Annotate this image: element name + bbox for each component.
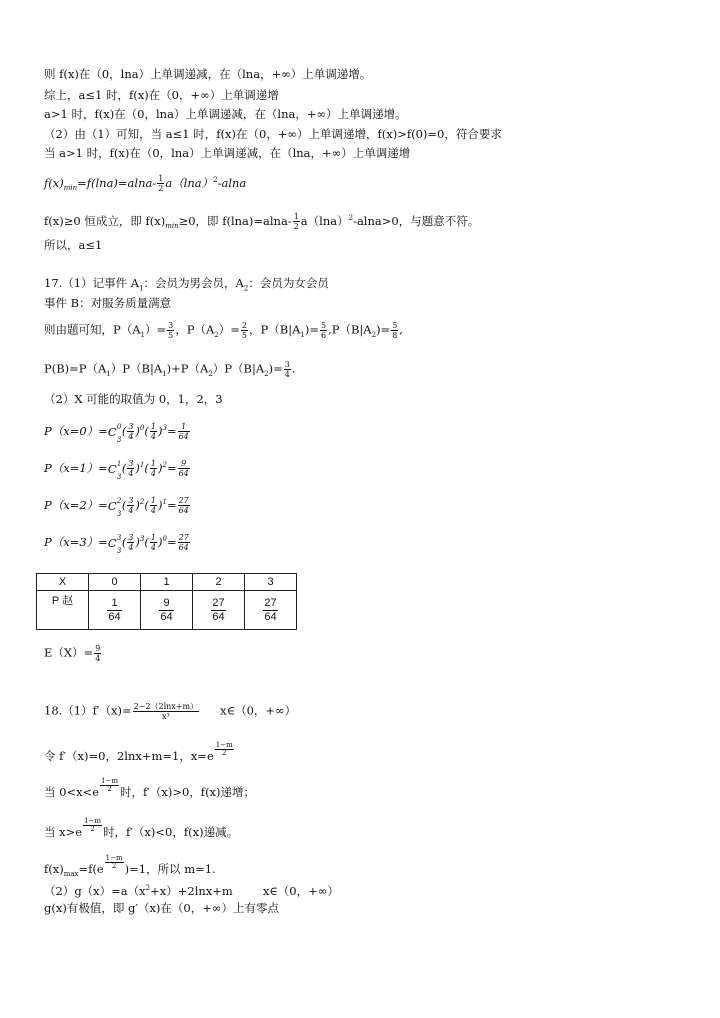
table-row-label: P 赵 [37,591,89,630]
fraction: $\frac{1}{2}$ [293,212,299,232]
fraction: $\frac{5}{8}$ [392,321,398,340]
table-row [37,574,297,591]
binomial: C 0 3 [107,422,122,444]
binomial: C 2 3 [107,496,122,518]
total-probability-line: $P(B)=P(A_1)P(B|A_1)+P(A_2)P(B|A_2)=$ $\frac{3}{4}$ . [44,360,296,379]
text-line: 事件 B：对服务质量满意 [44,296,172,310]
fraction: $\frac{3}{5}$ [168,321,174,340]
distribution-table [36,573,297,630]
table-header-cell: 2 [193,574,245,591]
table-cell: $\frac{27}{64}$ [245,591,297,630]
derivative-line: 18.（1）f′（x)= $\frac{2-2(2\ln x+m)}{\text{x³}}$ x∈（0，+∞） [44,702,297,721]
table-header-cell: 1 [141,574,193,591]
text-line: （2）由（1）可知，当 a≤1 时，f(x)在（0，+∞）上单调递增，f(x)>f(0)=0，符合要求 [44,127,502,141]
p-x0: P（x=0）=C 0 3 ( $\frac{3}{4}$ )$^0$( $\frac{1}{4}$ )$^3$= $\frac{1}{64}$ [44,422,189,444]
min-formula: $f(x)_{min}=f(\ln a)=alna-$ $\frac{1}{2}$ $a(\ln a)^2$-alna [44,174,247,194]
table-cell: $\frac{1}{64}$ [89,591,141,630]
text-line: 综上，a≤1 时，f(x)在（0，+∞）上单调递增 [44,88,279,102]
table-header-cell: X [37,574,89,591]
g-definition-line: $(2)g(x)=a(x^2+x)+2\ln x+m$ x∈（0，+∞） [44,883,339,898]
table-header-cell: 3 [245,574,297,591]
expectation-line: E（X）= $\frac{9}{4}$ [44,644,101,663]
critical-point-line: 令 f′（x)=0，2lnx+m=1，x=e $^{\frac{1-m}{2}}$ [44,741,233,763]
text-line: 则 f(x)在（0，lna）上单调递减，在（lna，+∞）上单调递增。 [44,67,372,81]
fraction: $\frac{5}{6}$ [320,321,327,340]
table-header-cell: 0 [89,574,141,591]
fraction: $\frac{3}{4}$ [284,360,290,379]
table-cell: $\frac{9}{64}$ [141,591,193,630]
decreasing-line: 当 x>e $^{\frac{1-m}{2}}$ 时，f′（x)<0，f(x)递减。 [44,817,239,839]
fraction: $\frac{1}{2}$ [158,174,164,194]
max-line: $f(x)_{max}=f(e$ $^{\frac{1-m}{2}}$ )=1，所以 m=1. [44,854,216,879]
increasing-line: 当 0<x<e $^{\frac{1-m}{2}}$ 时，f′（x)>0，f(x)递增； [44,777,256,799]
fraction: $\frac{2}{5}$ [241,321,247,340]
p-x1: P（x=1）=C 1 3 ( $\frac{3}{4}$ )$^1$( $\frac{1}{4}$ )$^2$= $\frac{9}{64}$ [44,459,189,481]
inequality-line: f(x)≥0 恒成立，即 $f(x)_{min}\ge 0$，即 f(lna)=alna- $\frac{1}{2}$ $a(\ln a)^2-alna>0$，与题意不符。 [44,212,480,232]
probability-line: 则由题可知，$P(A_1)=$ $\frac{3}{5}$ ，$P(A_2)=$ $\frac{2}{5}$ ，$P(B|A_1)=$ $\frac{5}{6}$ $,P(B|A_2)=$ $\frac{5}{8}$ , [44,321,403,340]
text-line: 所以，a≤1 [44,238,103,252]
binomial: C 1 3 [107,459,122,481]
text-line: （2）X 可能的取值为 0，1，2，3 [44,392,223,406]
binomial: C 3 3 [107,533,122,555]
text-line: g(x)有极值，即 g′（x)在（0，+∞）上有零点 [44,901,279,915]
text-line: 17.（1）记事件 $A_1$：会员为男会员，$A_2$：会员为女会员 [44,276,329,293]
p-x3: P（x=3）=C 3 3 ( $\frac{3}{4}$ )$^3$( $\frac{1}{4}$ )$^0$= $\frac{27}{64}$ [44,533,189,555]
text-line: a>1 时，f(x)在（0，lna）上单调递减，在（lna，+∞）上单调递增。 [44,107,407,121]
table-row [37,591,297,630]
p-x2: P（x=2）=C 2 3 ( $\frac{3}{4}$ )$^2$( $\frac{1}{4}$ )$^1$= $\frac{27}{64}$ [44,496,189,518]
text-line: 当 a>1 时，f(x)在（0，lna）上单调递减，在（lna，+∞）上单调递增 [44,146,411,160]
table-cell: $\frac{27}{64}$ [193,591,245,630]
